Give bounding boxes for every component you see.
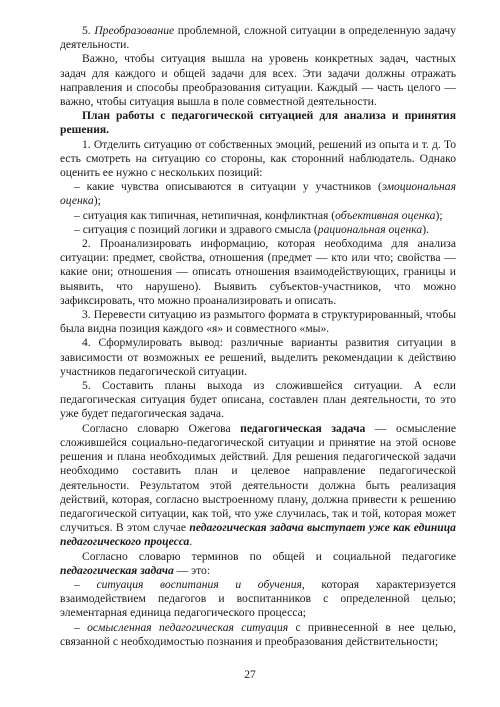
paragraph-step5-transform [60,24,456,52]
text-span: – [74,577,97,591]
paragraph-step1: 1. Отделить ситуацию от собственных эмоций, решений из опыта и т. д. То есть смотреть на ситуацию со стороны, как сторонний наблюдатель. Однако оценить ее нужно с нескольких позиций: [60,137,456,180]
emphasis: эмоциональная оценка [60,180,456,208]
paragraph-dictionary [60,550,456,578]
text-span: ); [435,208,443,222]
paragraph-step4: 4. Сформулировать вывод: различные варианты развития ситуации в зависимости от возможных ее решений, выделить рекомендации к действию участников педагогической ситуации. [60,336,456,378]
definition-item-1 [60,578,456,621]
text-span: 5. [82,24,95,37]
paragraph-step3: 3. Перевести ситуацию из размытого формата в структурированный, чтобы была видна позиция каждого «я» и совместного «мы». [60,308,456,336]
bullet-emotional [60,180,456,208]
text-span: – [74,620,88,634]
paragraph-step2: 2. Проанализировать информацию, которая необходима для анализа ситуации: предмет, свойства, отношения (предмет — кто или что; свойства — какие они; отношения — описать отношения взаимодействующих, границы и выявить, что нарушено). Выявить субъектов-участников, что можно зафиксировать, что можно проанализировать и описать. [60,237,456,307]
text-span: – ситуация с позиций логики и здравого смысла ( [74,222,318,236]
bold-term: педагогическая задача [240,421,366,435]
bullet-objective [60,209,456,223]
body-text [60,24,456,649]
definition-item-2 [60,621,456,649]
section-heading: План работы с педагогической ситуацией для анализа и принятия решения. [60,109,456,137]
text-span: . [189,535,193,549]
paragraph-ozhegov [60,422,456,550]
text-span: проблемной, сложной ситуации в определенную задачу деятельности. [60,24,456,52]
paragraph-importance: Важно, чтобы ситуация вышла на уровень конкретных задач, частных задач для каждого и общей задачи для всех. Эти задачи должны отражать направления и способы преобразования ситуации. Каждый — часть целого — важно, чтобы ситуация вышла в поле совместной деятельности. [60,52,456,109]
text-span: ); [93,194,101,208]
bold-italic-phrase: педагогическая задача выступает уже как единица педагогического процесса [60,521,456,549]
bullet-rational [60,223,456,237]
text-span: ). [422,222,429,236]
page-number: 27 [244,668,256,681]
bold-italic-term: педагогическая задача [60,563,174,577]
emphasis: объективная оценка [335,208,436,222]
text-span: – ситуация как типичная, нетипичная, конфликтная ( [74,208,336,222]
text-span: — это: [173,563,211,577]
text-span: — осмысление сложившейся социально-педагогической ситуации и принятие на этой основе решения и плана необходимых действий. Для решения педагогической задачи необходимо составить план и целевое направление педагогической деятельности. Результатом этой деятельности должна быть реализация действий, которая, согласно выстроенному плану, должна привести к решению педагогической ситуации, как той, что уже случилась, так и той, которая может случиться. В этом случае [60,421,456,535]
emphasis: осмысленная педагогическая ситуация [87,620,289,634]
emphasis: рациональная оценка [317,222,423,236]
paragraph-step5: 5. Составить планы выхода из сложившейся ситуации. А если педагогическая ситуация будет описана, составлен план деятельности, то это уже будет педагогическая задача. [60,379,456,421]
text-span: с привнесенной в нее целью, связанной с необходимостью познания и преобразования действительности; [60,620,456,648]
text-span: Согласно словарю терминов по общей и социальной педагогике [82,549,456,563]
emphasis: ситуация воспитания и обучения [96,577,302,591]
text-span: Согласно словарю Ожегова [82,421,241,435]
text-span: – какие чувства описываются в ситуации у участников ( [74,180,382,194]
text-span: , которая характеризуется взаимодействием педагогов и воспитанников с определенной целью; элементарная единица педагогического процесса; [60,577,456,620]
emphasis: Преобразование [94,24,175,37]
